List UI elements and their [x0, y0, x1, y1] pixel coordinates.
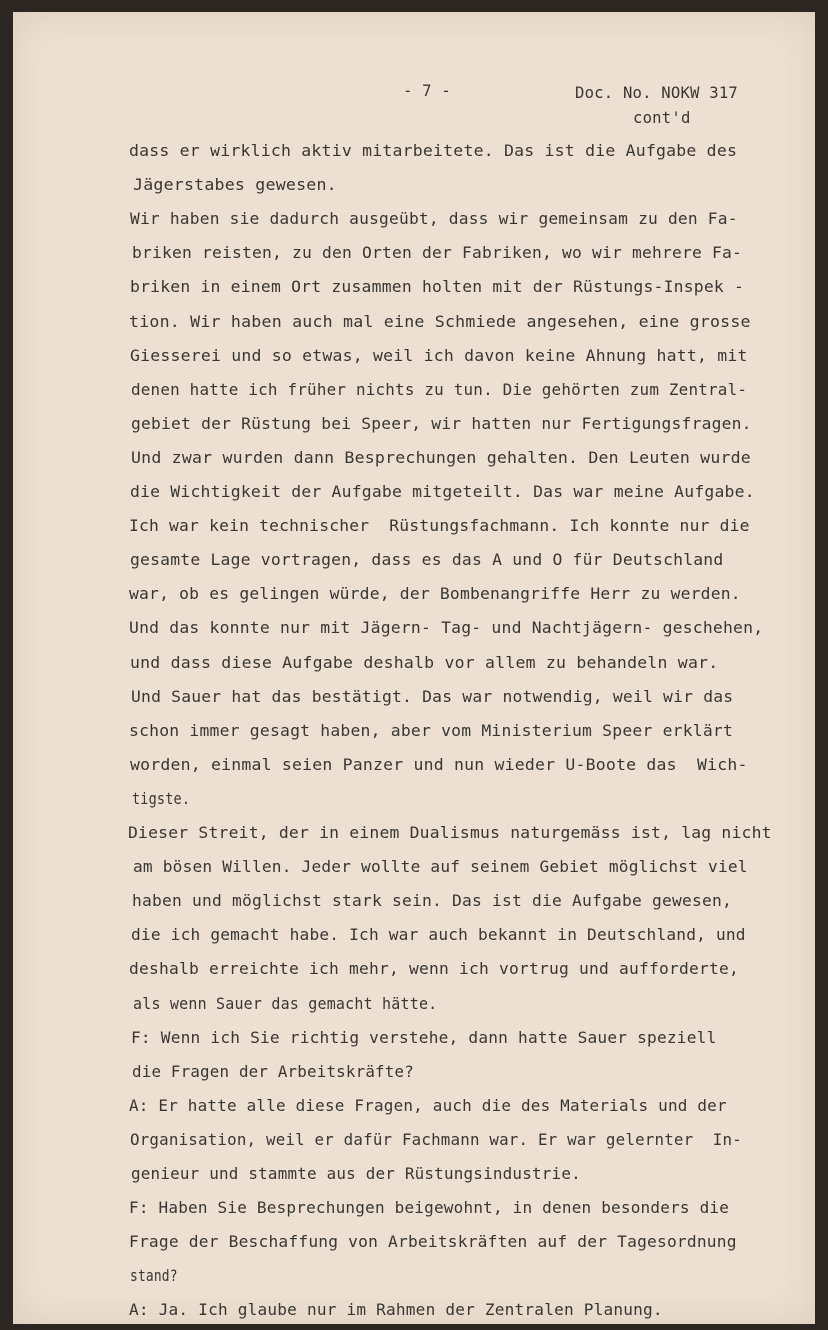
text-line: die Fragen der Arbeitskräfte? — [132, 1062, 414, 1081]
text-line: am bösen Willen. Jeder wollte auf seinem Gebiet möglichst viel — [133, 858, 748, 877]
text-line: A: Er hatte alle diese Fragen, auch die des Materials und der — [129, 1096, 727, 1115]
text-line: gebiet der Rüstung bei Speer, wir hatten nur Fertigungsfragen. — [131, 414, 752, 433]
text-line: war, ob es gelingen würde, der Bombenangriffe Herr zu werden. — [129, 585, 741, 604]
text-line: tion. Wir haben auch mal eine Schmiede angesehen, eine grosse — [129, 312, 751, 331]
text-line: Ich war kein technischer Rüstungsfachmann. Ich konnte nur die — [129, 517, 750, 536]
text-line: briken in einem Ort zusammen holten mit der Rüstungs-Inspek - — [130, 278, 745, 297]
document-number: Doc. No. NOKW 317 — [575, 84, 738, 102]
text-line: F: Haben Sie Besprechungen beigewohnt, in denen besonders die — [129, 1199, 730, 1218]
text-line: als wenn Sauer das gemacht hätte. — [133, 994, 438, 1013]
text-line: Jägerstabes gewesen. — [133, 176, 337, 195]
text-line: F: Wenn ich Sie richtig verstehe, dann hatte Sauer speziell — [131, 1028, 717, 1047]
text-line: denen hatte ich früher nichts zu tun. Die gehörten zum Zentral- — [131, 380, 748, 399]
text-line: haben und möglichst stark sein. Das ist die Aufgabe gewesen, — [132, 892, 733, 911]
document-page — [13, 12, 815, 1324]
text-line: Und das konnte nur mit Jägern- Tag- und Nachtjägern- geschehen, — [129, 619, 764, 638]
text-line: Und Sauer hat das bestätigt. Das war notwendig, weil wir das — [131, 687, 734, 706]
text-line: Dieser Streit, der in einem Dualismus naturgemäss ist, lag nicht — [128, 824, 772, 842]
text-line: genieur und stammte aus der Rüstungsindustrie. — [131, 1165, 581, 1183]
continued-note: cont'd — [633, 109, 691, 127]
text-line: Frage der Beschaffung von Arbeitskräften auf der Tagesordnung — [129, 1233, 737, 1252]
text-line: briken reisten, zu den Orten der Fabriken, wo wir mehrere Fa- — [132, 244, 743, 263]
text-line: schon immer gesagt haben, aber vom Ministerium Speer erklärt — [129, 721, 734, 740]
text-line: Und zwar wurden dann Besprechungen gehalten. Den Leuten wurde — [131, 448, 751, 467]
text-line: Giesserei und so etwas, weil ich davon keine Ahnung hatt, mit — [130, 346, 748, 365]
text-line: worden, einmal seien Panzer und nun wieder U-Boote das Wich- — [130, 755, 748, 774]
text-line: die ich gemacht habe. Ich war auch bekannt in Deutschland, und — [131, 926, 746, 945]
page-number: - 7 - — [403, 82, 451, 100]
text-line: die Wichtigkeit der Aufgabe mitgeteilt. Das war meine Aufgabe. — [130, 483, 755, 501]
text-line: gesamte Lage vortragen, dass es das A und O für Deutschland — [130, 551, 724, 570]
text-line: deshalb erreichte ich mehr, wenn ich vortrug und aufforderte, — [129, 960, 740, 979]
text-line: Organisation, weil er dafür Fachmann war. Er war gelernter In- — [130, 1130, 742, 1149]
text-line: stand? — [130, 1267, 178, 1286]
text-line: und dass diese Aufgabe deshalb vor allem zu behandeln war. — [130, 653, 719, 672]
text-line: Wir haben sie dadurch ausgeübt, dass wir gemeinsam zu den Fa- — [130, 210, 738, 229]
text-line: tigste. — [132, 789, 191, 808]
text-line: A: Ja. Ich glaube nur im Rahmen der Zentralen Planung. — [129, 1301, 663, 1320]
text-line: dass er wirklich aktiv mitarbeitete. Das ist die Aufgabe des — [129, 142, 738, 160]
